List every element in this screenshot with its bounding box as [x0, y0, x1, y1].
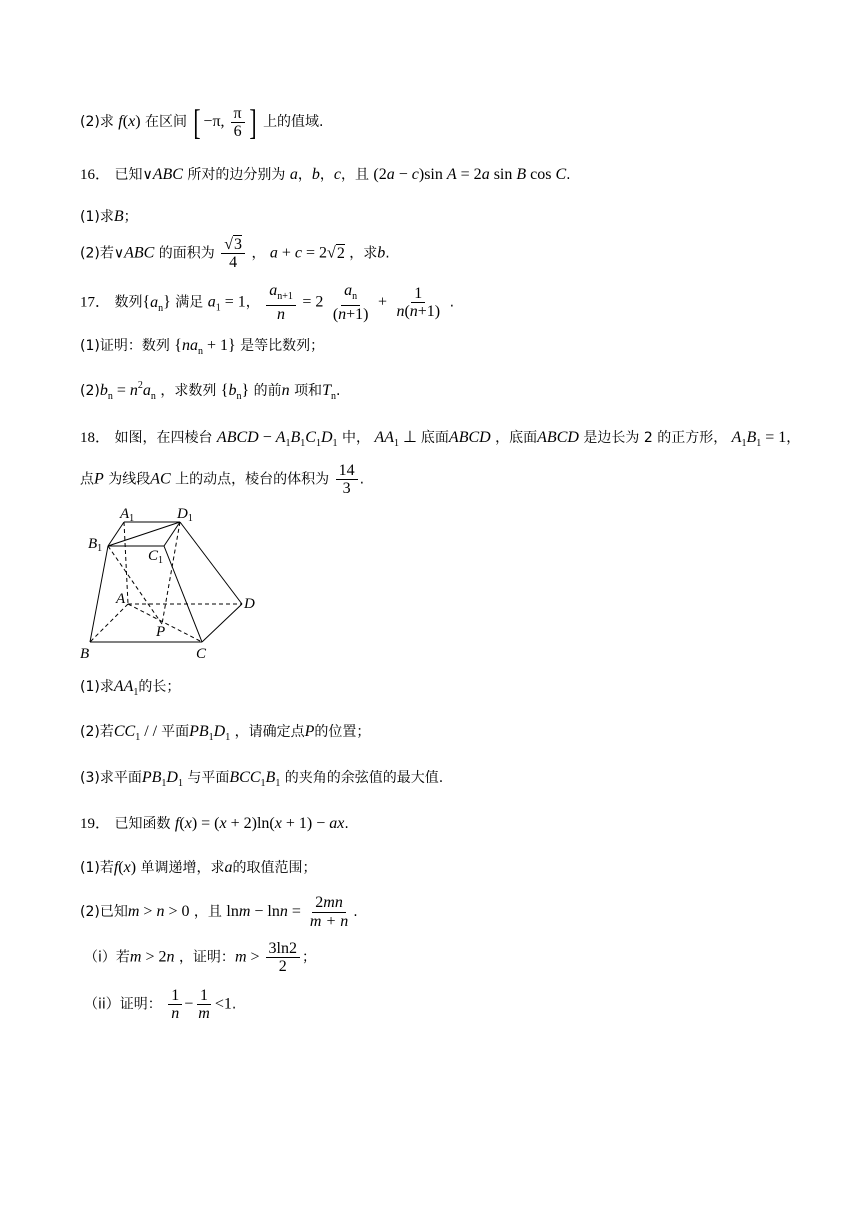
edge-d1p — [162, 522, 180, 624]
q18-stem2: 点P 为线段AC 上的动点，棱台的体积为 $\frac{14}{3}$ . — [80, 462, 365, 497]
q19-part2-ii: （ii）证明： $\frac{1}{n}$ − $\frac{1}{m}$ <1. — [84, 987, 237, 1022]
q16-part1: (1)求B； — [80, 208, 138, 225]
q19-part2-i: （i）若m > 2n ，证明：m > $\frac{3\ln 2}{2}$ ； — [84, 940, 316, 975]
q17-part2: $(2)b_n = n^2a_n$ ，求数列 $\{b_n\}$ 的前n 项和$T_n$. — [80, 380, 341, 402]
label-c1: $C_1$ — [148, 548, 164, 566]
edge-cd — [202, 604, 242, 642]
label-a: A — [116, 591, 126, 607]
edge-dd1 — [180, 522, 242, 604]
frustum-figure — [76, 500, 276, 665]
label-d: D — [244, 596, 255, 612]
q19-part2: (2)已知m > n > 0 ，且 lnm − lnn = $\frac{2mn}{m + n}$ . — [80, 894, 358, 930]
edge-c1d1 — [164, 522, 180, 546]
q16-stem: 16． 已知∨ABC 所对的边分别为 a，b，c，且 (2a − c)sin A = 2a sin B cos C. — [80, 166, 571, 183]
label-b: B — [80, 646, 90, 662]
q18-stem: 18． 如图，在四棱台 ABCD − $A_1B_1C_1D_1$ 中， $AA_1$ ⊥ 底面ABCD ，底面ABCD 是边长为 2 的正方形， $A_1B_1 = 1$， — [80, 429, 801, 449]
q15-part2: (2)求 f(x) 在区间 [ −π, $\frac{\pi}{6}$ ] 上的值域. — [80, 102, 324, 142]
q17-stem: 17． 数列$\{a_n\}$ 满足 $a_1 = 1$， $\frac{a_{n+1}}{n}$ = 2 $\frac{a_n}{(n+1)}$ + $\frac{1}{n(n+1)}$ . — [80, 282, 455, 323]
label-c: C — [196, 646, 207, 662]
edge-cc1 — [164, 546, 202, 642]
edge-b1a1 — [108, 522, 124, 546]
label-d1: $D_1$ — [177, 506, 193, 524]
q18-part2: (2)若$CC_1$ / / 平面$PB_1D_1$ ，请确定点P的位置； — [80, 723, 371, 743]
edge-bb1 — [90, 546, 108, 642]
label-p: P — [156, 624, 166, 640]
q16-part2: (2)若∨ABC 的面积为 $\frac{√3}{4}$ ， a + c = 2√2 ，求b. — [80, 236, 390, 271]
q18-part1: (1)求$AA_1$的长； — [80, 678, 181, 698]
edge-b1d1 — [108, 522, 180, 546]
label-a1: $A_1$ — [120, 506, 135, 524]
q17-part1: (1)证明：数列 $\{na_n + 1\}$ 是等比数列； — [80, 337, 325, 357]
q19-part1: (1)若f(x) 单调递增，求a的取值范围； — [80, 859, 317, 876]
q18-part3: (3)求平面$PB_1D_1$ 与平面$BCC_1B_1$ 的夹角的余弦值的最大值. — [80, 769, 444, 789]
q19-stem: 19． 已知函数 f(x) = (x + 2)ln(x + 1) − ax. — [80, 815, 349, 832]
label-b1: $B_1$ — [88, 536, 103, 554]
